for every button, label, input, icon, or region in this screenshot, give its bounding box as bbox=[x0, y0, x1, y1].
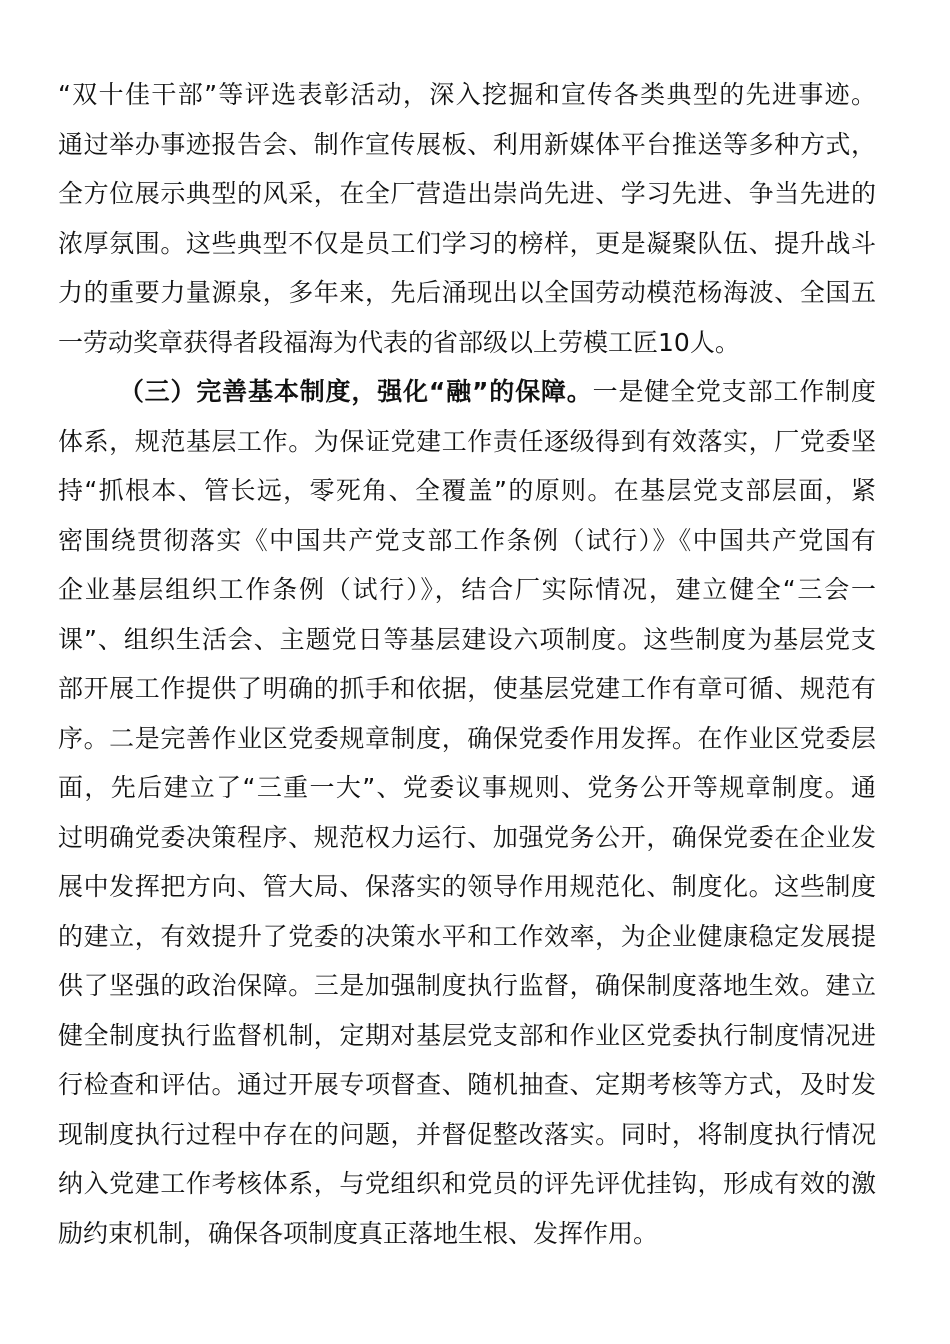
paragraph-2-line-4: 密围绕贯彻落实《中国共产党支部工作条例（试行）》《中国共产党国有 bbox=[58, 525, 876, 555]
paragraph-1-line-3: 全方位展示典型的风采，在全厂营造出崇尚先进、学习先进、争当先进的 bbox=[58, 179, 876, 208]
document-body bbox=[58, 70, 876, 1258]
section-heading: （三）完善基本制度，强化“融”的保障。 bbox=[118, 377, 593, 406]
paragraph-2-line-1-text: 一是健全党支部工作制度 bbox=[592, 377, 876, 406]
paragraph-2-line-12: 的建立，有效提升了党委的决策水平和工作效率，为企业健康稳定发展提 bbox=[58, 921, 876, 951]
paragraph-2-line-11: 展中发挥把方向、管大局、保落实的领导作用规范化、制度化。这些制度 bbox=[58, 872, 876, 901]
paragraph-2-line-7: 部开展工作提供了明确的抓手和依据，使基层党建工作有章可循、规范有 bbox=[58, 674, 876, 703]
paragraph-2-line-1 bbox=[58, 367, 876, 417]
paragraph-2-line-17: 纳入党建工作考核体系，与党组织和党员的评先评优挂钩，形成有效的激 bbox=[58, 1169, 876, 1198]
paragraph-1-line-1: “双十佳干部”等评选表彰活动，深入挖掘和宣传各类典型的先进事迹。 bbox=[58, 80, 876, 109]
paragraph-2-line-8: 序。二是完善作业区党委规章制度，确保党委作用发挥。在作业区党委层 bbox=[58, 723, 876, 753]
paragraph-1-line-6: 一劳动奖章获得者段福海为代表的省部级以上劳模工匠10人。 bbox=[58, 327, 740, 357]
paragraph-2-line-2: 体系，规范基层工作。为保证党建工作责任逐级得到有效落实，厂党委坚 bbox=[58, 426, 876, 456]
paragraph-1-line-4: 浓厚氛围。这些典型不仅是员工们学习的榜样，更是凝聚队伍、提升战斗 bbox=[58, 228, 876, 258]
paragraph-2-line-9: 面，先后建立了“三重一大”、党委议事规则、党务公开等规章制度。通 bbox=[58, 773, 876, 802]
paragraph-2-line-10: 过明确党委决策程序、规范权力运行、加强党务公开，确保党委在企业发 bbox=[58, 822, 876, 852]
paragraph-2-line-6: 课”、组织生活会、主题党日等基层建设六项制度。这些制度为基层党支 bbox=[58, 624, 876, 654]
paragraph-2-line-5: 企业基层组织工作条例（试行）》，结合厂实际情况，建立健全“三会一 bbox=[58, 575, 876, 604]
paragraph-2-line-13: 供了坚强的政治保障。三是加强制度执行监督，确保制度落地生效。建立 bbox=[58, 971, 876, 1000]
paragraph-2-line-14: 健全制度执行监督机制，定期对基层党支部和作业区党委执行制度情况进 bbox=[58, 1020, 876, 1050]
paragraph-1-line-2: 通过举办事迹报告会、制作宣传展板、利用新媒体平台推送等多种方式， bbox=[58, 129, 876, 159]
paragraph-2-line-3: 持“抓根本、管长远，零死角、全覆盖”的原则。在基层党支部层面，紧 bbox=[58, 476, 876, 505]
paragraph-2-line-15: 行检查和评估。通过开展专项督查、随机抽查、定期考核等方式，及时发 bbox=[58, 1070, 876, 1099]
paragraph-1-line-5: 力的重要力量源泉，多年来，先后涌现出以全国劳动模范杨海波、全国五 bbox=[58, 278, 876, 307]
paragraph-2-line-18: 励约束机制，确保各项制度真正落地生根、发挥作用。 bbox=[58, 1218, 659, 1248]
paragraph-2-line-16: 现制度执行过程中存在的问题，并督促整改落实。同时，将制度执行情况 bbox=[58, 1119, 876, 1149]
